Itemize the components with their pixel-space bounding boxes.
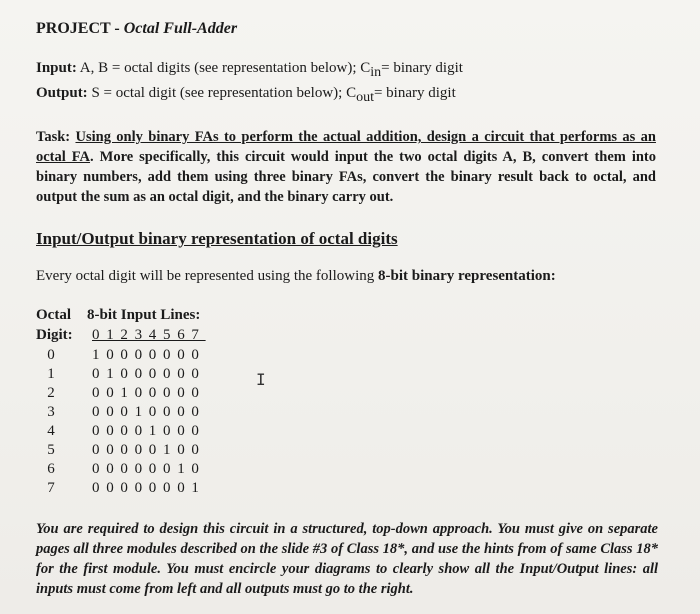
header-octal: Octal: [36, 307, 71, 323]
header-lines: 8-bit Input Lines:: [87, 307, 201, 323]
output-subscript: out: [356, 90, 374, 105]
input-text-a: A, B = octal digits (see representation below); C: [76, 60, 371, 76]
binary-lines: 01000000: [92, 366, 206, 382]
octal-digit: 2: [47, 385, 55, 401]
output-text-a: S = octal digit (see representation below); C: [87, 85, 357, 101]
output-line: [36, 85, 456, 106]
title-prefix: PROJECT -: [36, 20, 124, 37]
line-indices: 01234567: [92, 327, 206, 343]
binary-lines: 00010000: [92, 404, 206, 420]
octal-digit: 4: [47, 423, 55, 439]
text-cursor-icon: I: [256, 370, 266, 389]
binary-lines: 10000000: [92, 347, 206, 363]
header-digit: Digit:: [36, 327, 73, 343]
binary-lines: 00000010: [92, 461, 206, 477]
binary-lines: 00000100: [92, 442, 206, 458]
task-underlined: Using only binary FAs to perform the actual addition, design a circuit that performs as an octal FA: [36, 129, 656, 165]
binary-lines: 00000001: [92, 480, 206, 496]
octal-digit: 1: [47, 366, 55, 382]
octal-digit: 0: [47, 347, 55, 363]
closing-paragraph: You are required to design this circuit in a structured, top-down approach. You must give on separate pages all three modules described on the slide #3 of Class 18*, and use the hints from of same Class 18* for the first module. You must encircle your diagrams to clearly show all the Input/Output lines: all inputs must come from left and all outputs must go to the right.: [36, 521, 658, 597]
output-label: Output:: [36, 85, 88, 101]
octal-digit: 7: [47, 480, 55, 496]
task-label: Task:: [36, 129, 76, 145]
representation-bold: 8-bit binary representation:: [378, 268, 556, 284]
title-name: Octal Full-Adder: [123, 20, 238, 37]
task-paragraph: [36, 127, 656, 207]
table-header-row-1: [36, 307, 200, 324]
octal-digit: 6: [47, 461, 55, 477]
input-line: [36, 60, 463, 81]
binary-lines: 00100000: [92, 385, 206, 401]
input-label: Input:: [36, 60, 77, 76]
page-title: [36, 20, 237, 38]
binary-lines: 00001000: [92, 423, 206, 439]
octal-digit: 5: [47, 442, 55, 458]
representation-sentence: [36, 268, 556, 285]
representation-text: Every octal digit will be represented using the following: [36, 268, 378, 284]
input-text-b: = binary digit: [381, 60, 463, 76]
octal-digit: 3: [47, 404, 55, 420]
task-rest: . More specifically, this circuit would input the two octal digits A, B, convert them into binary numbers, add them using three binary FAs, convert the binary result back to octal, and output the sum as an octal digit, and the binary carry out.: [36, 149, 657, 205]
section-heading: Input/Output binary representation of octal digits: [36, 229, 398, 248]
output-text-b: = binary digit: [373, 85, 456, 101]
input-subscript: in: [370, 65, 382, 80]
